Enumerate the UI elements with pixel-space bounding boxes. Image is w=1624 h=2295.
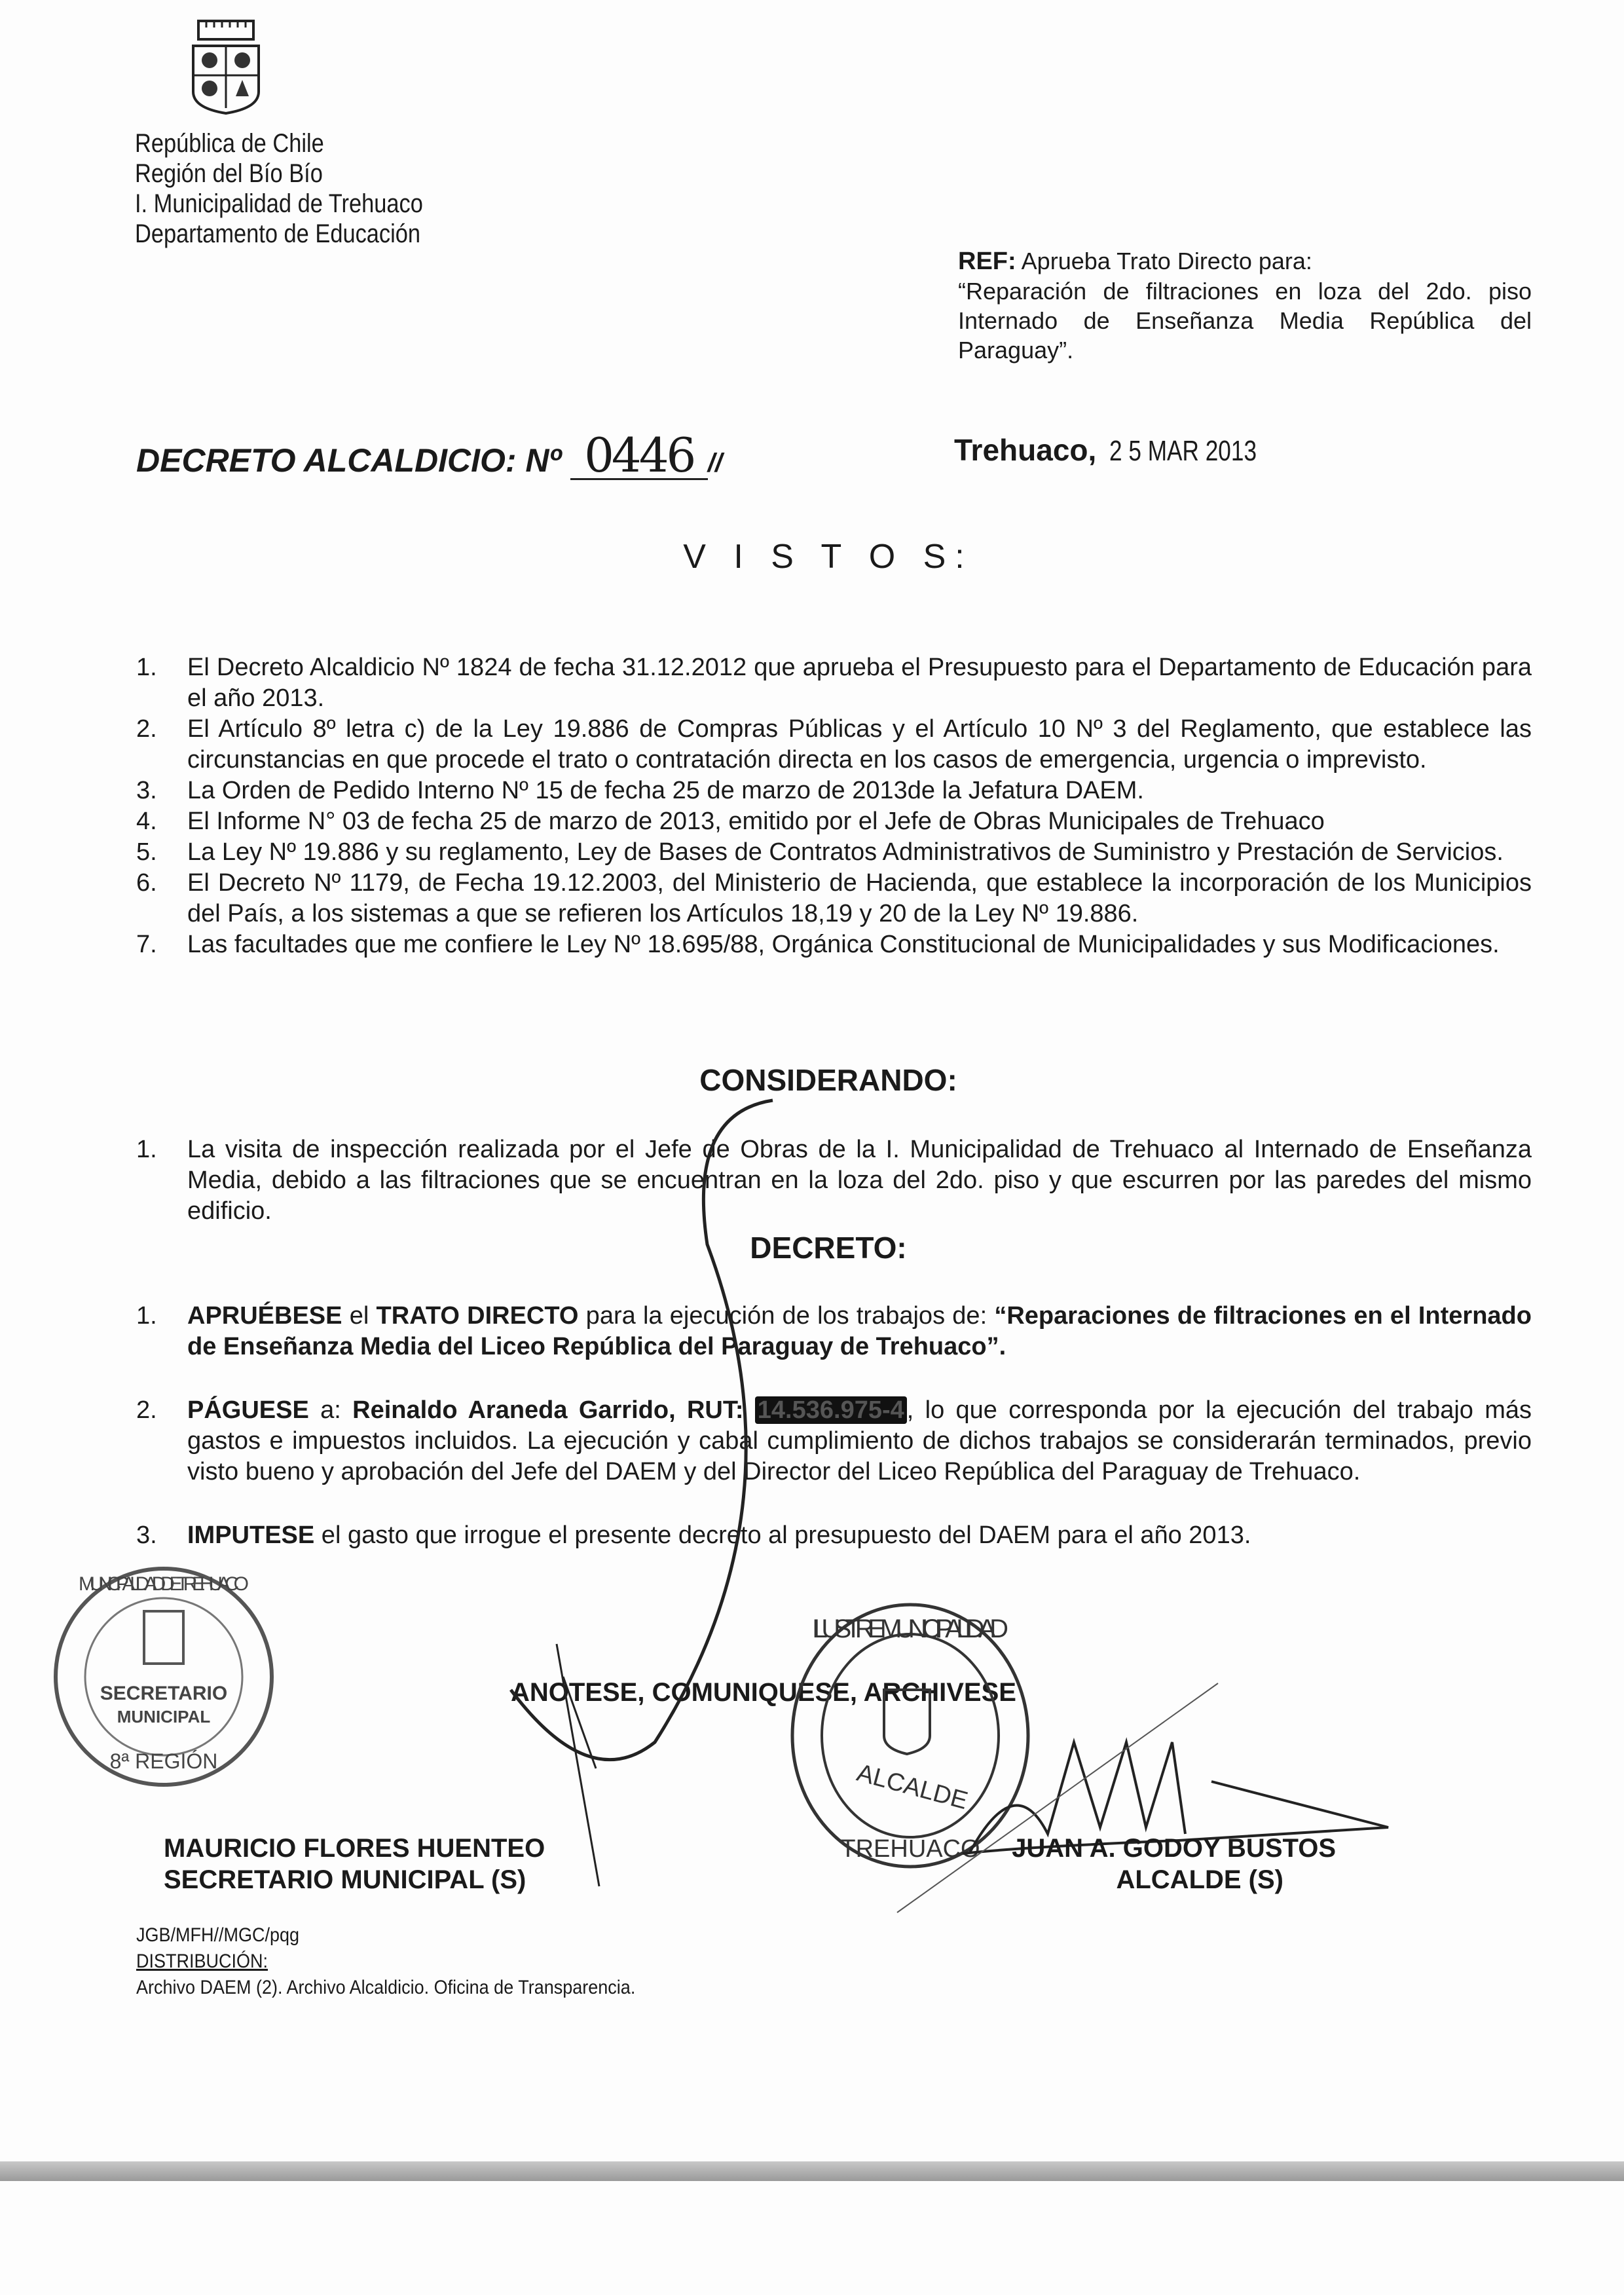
vistos-list	[136, 652, 1532, 960]
item-number: 4.	[136, 808, 157, 835]
item-text	[187, 1395, 1532, 1487]
bold-text: “Reparaciones de filtraciones en el Internado de Enseñanza Media del Liceo República del Paraguay de Trehuaco”.	[187, 1302, 1532, 1360]
date-stamp: 2 5 MAR 2013	[1109, 435, 1257, 467]
item-text	[187, 1520, 1532, 1551]
considerando-list	[136, 1134, 1532, 1227]
considerando-title: CONSIDERANDO:	[699, 1063, 957, 1097]
item-text: La visita de inspección realizada por el Jefe de Obras de la I. Municipalidad de Trehuaco al Internado de Enseñanza Media, debido a las filtraciones que se encuentran en la loza del 2do. piso y que escurren por las paredes del mismo edificio.	[187, 1136, 1532, 1225]
place: Trehuaco,	[954, 433, 1097, 467]
secretary-seal-stamp	[46, 1559, 282, 1795]
decree-suffix: //	[707, 449, 722, 477]
list-item	[136, 1134, 1532, 1227]
list-item	[136, 1395, 1532, 1487]
list-item	[136, 806, 1532, 837]
text: a:	[308, 1396, 353, 1424]
coat-of-arms-logo	[187, 20, 265, 115]
decreto-list	[136, 1301, 1532, 1551]
item-text: El Decreto Alcaldicio Nº 1824 de fecha 31.12.2012 que aprueba el Presupuesto para el Departamento de Educación para el año 2013.	[187, 654, 1532, 712]
item-text: Las facultades que me confiere le Ley Nº 18.695/88, Orgánica Constitucional de Municipalidades y sus Modificaciones.	[187, 931, 1500, 958]
bold-text: TRATO DIRECTO	[376, 1302, 579, 1330]
header-line: Región del Bío Bío	[135, 159, 323, 188]
item-number: 3.	[136, 1521, 157, 1549]
mayor-seal-stamp	[786, 1598, 1035, 1873]
bold-verb: PÁGUESE	[187, 1396, 309, 1424]
signatory-title: ALCALDE (S)	[1116, 1865, 1283, 1894]
list-item	[136, 929, 1532, 960]
place-date	[954, 432, 1294, 468]
item-text	[187, 1301, 1532, 1362]
vistos-title: V I S T O S:	[683, 538, 974, 576]
redacted-rut: 14.536.975-4	[755, 1396, 907, 1424]
list-item	[136, 868, 1532, 929]
list-item	[136, 1301, 1532, 1362]
stamp-text: 8ª REGIÓN	[109, 1749, 218, 1773]
list-item	[136, 837, 1532, 868]
signatory-name: JUAN A. GODOY BUSTOS	[1012, 1834, 1336, 1863]
item-text: El Informe N° 03 de fecha 25 de marzo de 2013, emitido por el Jefe de Obras Municipales de Trehuaco	[187, 808, 1325, 835]
item-number: 2.	[136, 1396, 157, 1424]
item-text: La Ley Nº 19.886 y su reglamento, Ley de Bases de Contratos Administrativos de Suministro y Prestación de Servicios.	[187, 838, 1504, 866]
header-line: Departamento de Educación	[135, 219, 421, 248]
item-text: El Artículo 8º letra c) de la Ley 19.886 de Compras Públicas y el Artículo 10 Nº 3 del Reglamento, que establece las circunstancias en que procede el trato o contratación directa en los casos de emergencia, urgencia o imprevisto.	[187, 715, 1532, 774]
signatory-title: SECRETARIO MUNICIPAL (S)	[164, 1865, 526, 1894]
ref-body: “Reparación de filtraciones en loza del 2do. piso Internado de Enseñanza Media República del Paraguay”.	[958, 278, 1532, 364]
stamp-text: TREHUACO	[840, 1835, 980, 1863]
issuer-header	[135, 128, 423, 249]
bold-verb: IMPUTESE	[187, 1521, 315, 1549]
item-text: La Orden de Pedido Interno Nº 15 de fecha 25 de marzo de 2013de la Jefatura DAEM.	[187, 777, 1144, 804]
item-number: 7.	[136, 931, 157, 958]
right-signatory	[969, 1833, 1336, 1895]
item-number: 3.	[136, 777, 157, 804]
footer	[136, 1922, 635, 2001]
item-text: El Decreto Nº 1179, de Fecha 19.12.2003, del Ministerio de Hacienda, que establece la incorporación de los Municipios del País, a los sistemas a que se refieren los Artículos 18,19 y 20 de la Ley Nº 19.886.	[187, 869, 1532, 927]
decree-label: DECRETO ALCALDICIO: Nº	[136, 442, 561, 479]
stamp-text: ALCALDE	[854, 1759, 971, 1816]
list-item	[136, 775, 1532, 806]
item-number: 1.	[136, 1302, 157, 1330]
stamp-text: SECRETARIO	[100, 1683, 228, 1704]
decree-number	[136, 428, 722, 483]
bold-verb: APRUÉBESE	[187, 1302, 342, 1330]
text: el	[342, 1302, 377, 1330]
text: , lo que corresponda por la ejecución del trabajo más gastos e impuestos incluidos. La ejecución y cabal cumplimiento de dichos trabajos se considerarán terminados, previo visto bueno y aprobación del Jefe del DAEM y del Director del Liceo República del Paraguay de Trehuaco.	[187, 1396, 1532, 1485]
list-item	[136, 714, 1532, 775]
stamp-text: ILUSTRE MUNICIPALIDAD	[812, 1614, 1008, 1643]
item-number: 6.	[136, 869, 157, 897]
scan-edge-bar	[0, 2161, 1624, 2181]
header-line: República de Chile	[135, 129, 324, 158]
initials: JGB/MFH//MGC/pqg	[136, 1924, 300, 1946]
item-number: 2.	[136, 715, 157, 743]
ref-intro: Aprueba Trato Directo para:	[1021, 248, 1312, 274]
distribution-list: Archivo DAEM (2). Archivo Alcaldicio. Oficina de Transparencia.	[136, 1977, 636, 1998]
item-number: 5.	[136, 838, 157, 866]
list-item	[136, 1520, 1532, 1551]
item-number: 1.	[136, 1136, 157, 1163]
stamp-text: MUNICIPALIDAD DE TREHUACO	[79, 1573, 249, 1595]
decreto-title: DECRETO:	[750, 1231, 907, 1265]
stamp-text: MUNICIPAL	[117, 1707, 211, 1726]
closing-formula: ANOTESE, COMUNIQUESE, ARCHIVESE	[511, 1678, 1016, 1707]
bold-text: Reinaldo Araneda Garrido, RUT:	[352, 1396, 755, 1424]
distribution-label: DISTRIBUCIÓN:	[136, 1950, 268, 1972]
ref-label: REF:	[958, 248, 1016, 275]
text: el gasto que irrogue el presente decreto al presupuesto del DAEM para el año 2013.	[314, 1521, 1251, 1549]
reference-block	[958, 246, 1532, 365]
item-number: 1.	[136, 654, 157, 681]
list-item	[136, 652, 1532, 714]
text: para la ejecución de los trabajos de:	[578, 1302, 995, 1330]
left-signatory	[164, 1833, 545, 1895]
signatory-name: MAURICIO FLORES HUENTEO	[164, 1834, 545, 1863]
header-line: I. Municipalidad de Trehuaco	[135, 189, 423, 218]
decree-number-handwritten: 0446	[570, 432, 708, 480]
